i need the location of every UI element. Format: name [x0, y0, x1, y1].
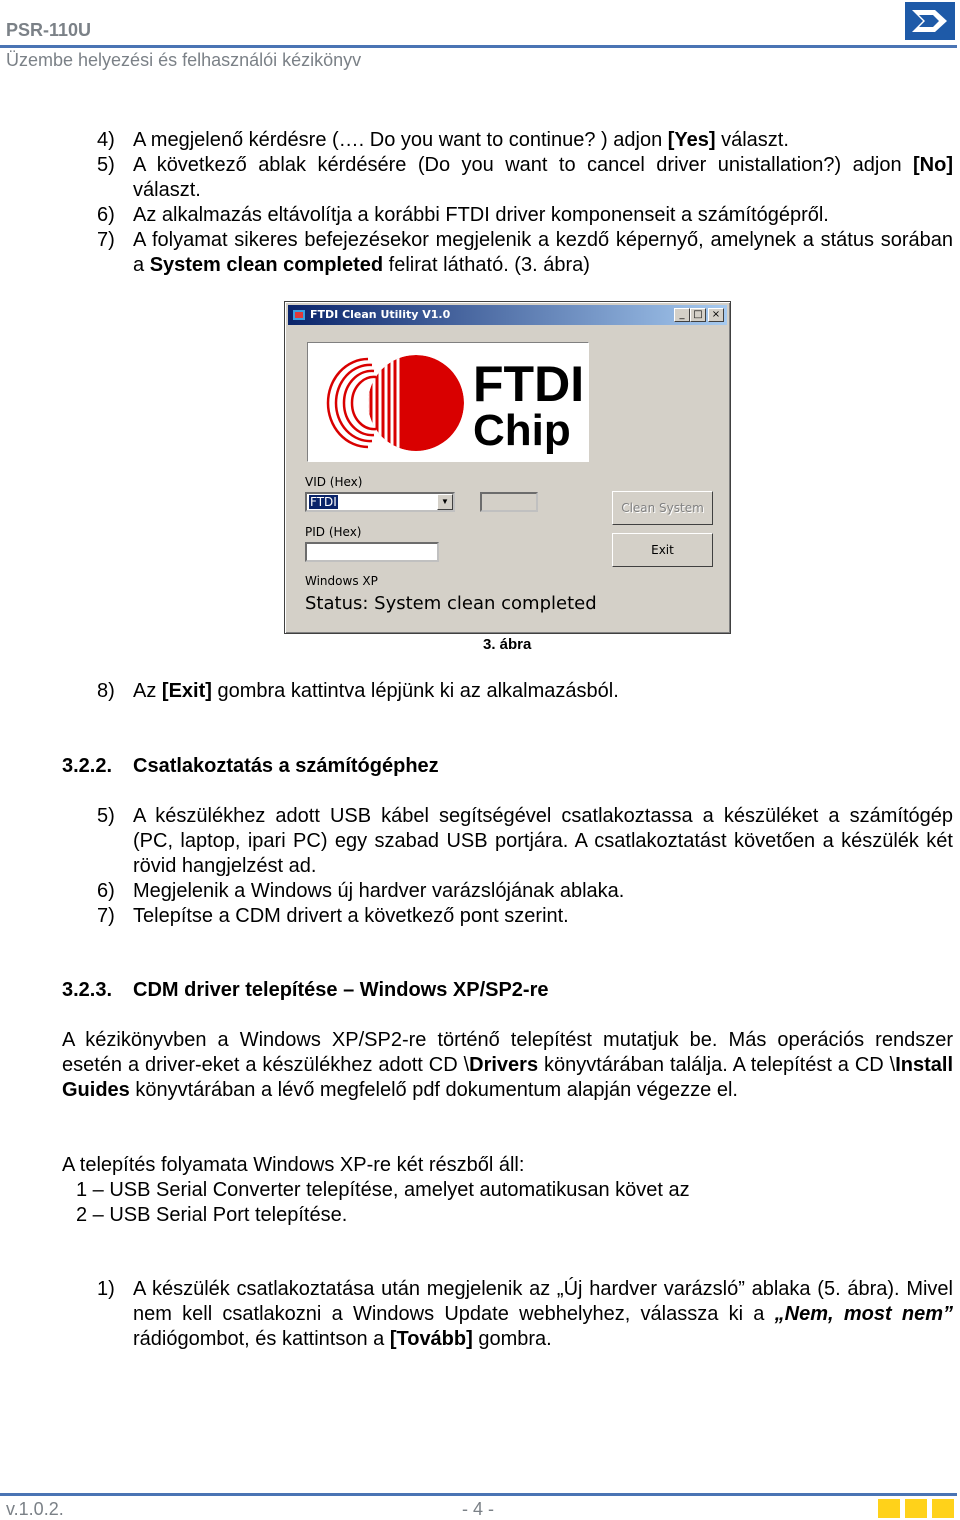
- list-item: A következő ablak kérdésére (Do you want to cancel driver unistallation?) adjon [No] választ.: [133, 154, 953, 201]
- status-text: Status: System clean completed: [305, 593, 597, 614]
- paragraph: A kézikönyvben a Windows XP/SP2-re történő telepítést mutatjuk be. Más operációs rendszer esetén a driver-eket a készülékhez adott CD \Drivers könyvtárában találja. A telepítést a CD \Install Guides könyvtárában a lévő megfelelő pdf dokumentum alapján végezze el.: [62, 1029, 953, 1101]
- list-item-number: 5): [97, 154, 115, 176]
- list-item-number: 6): [97, 880, 115, 902]
- list-item-number: 7): [97, 229, 115, 251]
- page-number: - 4 -: [462, 1499, 495, 1519]
- logo-ftdi-text: FTDI: [473, 356, 585, 412]
- ftdi-logo-graphic: [308, 343, 588, 461]
- pid-input[interactable]: [305, 542, 439, 562]
- vid-value: FTDI: [310, 495, 337, 509]
- vid-secondary-field: [480, 492, 538, 512]
- list-item: Telepítse a CDM drivert a következő pont szerint.: [133, 905, 569, 927]
- section-number: 3.2.2.: [62, 755, 113, 777]
- list-item: Megjelenik a Windows új hardver varázslójának ablaka.: [133, 880, 625, 902]
- version-label: v.1.0.2.: [6, 1499, 64, 1519]
- list-item-number: 1): [97, 1278, 115, 1300]
- footer-square-decoration: [932, 1499, 954, 1518]
- logo-chip-text: Chip: [473, 406, 571, 455]
- document-title: PSR-110U: [6, 20, 92, 40]
- company-logo-icon: [905, 2, 955, 40]
- os-label: Windows XP: [305, 574, 378, 588]
- app-icon: [292, 308, 306, 322]
- close-button[interactable]: ×: [708, 308, 724, 322]
- list-item-number: 5): [97, 805, 115, 827]
- ftdi-clean-utility-window: [284, 301, 731, 634]
- vid-combobox[interactable]: [305, 492, 455, 512]
- section-title: CDM driver telepítése – Windows XP/SP2-re: [133, 979, 549, 1001]
- list-item-number: 8): [97, 680, 115, 702]
- window-titlebar: [288, 305, 727, 325]
- section-number: 3.2.3.: [62, 979, 113, 1001]
- section-title: Csatlakoztatás a számítógéphez: [133, 755, 439, 777]
- paragraph: A telepítés folyamata Windows XP-re két részből áll:: [62, 1154, 525, 1176]
- list-item: 2 – USB Serial Port telepítése.: [76, 1204, 348, 1226]
- header-rule: [0, 45, 957, 48]
- list-item-number: 6): [97, 204, 115, 226]
- list-item-number: 4): [97, 129, 115, 151]
- list-item: A készülékhez adott USB kábel segítségével csatlakoztassa a készüléket a számítógép (PC, laptop, ipari PC) egy szabad USB portjára. A csatlakoztatást követően a készülék két rövid hangjelzést ad.: [133, 805, 953, 877]
- exit-button[interactable]: Exit: [612, 533, 713, 567]
- maximize-button[interactable]: □: [690, 308, 706, 322]
- list-item-number: 7): [97, 905, 115, 927]
- minimize-button[interactable]: _: [674, 308, 690, 322]
- list-item: A készülék csatlakoztatása után megjelenik az „Új hardver varázsló” ablaka (5. ábra). Mivel nem kell csatlakozni a Windows Update webhelyhez, válassza ki a „Nem, most nem” rádiógombot, és kattintson a [Tovább] gombra.: [133, 1278, 953, 1350]
- pid-label: PID (Hex): [305, 525, 362, 539]
- window-title: FTDI Clean Utility V1.0: [310, 308, 451, 321]
- vid-label: VID (Hex): [305, 475, 363, 489]
- list-item: A folyamat sikeres befejezésekor megjelenik a kezdő képernyő, amelynek a státus sorában a System clean completed felirat látható. (3. ábra): [133, 229, 953, 276]
- figure-caption: 3. ábra: [483, 636, 532, 653]
- list-item: 1 – USB Serial Converter telepítése, amelyet automatikusan követ az: [76, 1179, 690, 1201]
- footer-square-decoration: [905, 1499, 927, 1518]
- list-item: Az alkalmazás eltávolítja a korábbi FTDI driver komponenseit a számítógépről.: [133, 204, 829, 226]
- list-item: A megjelenő kérdésre (…. Do you want to continue? ) adjon [Yes] választ.: [133, 129, 789, 151]
- clean-system-button[interactable]: Clean System: [612, 491, 713, 525]
- document-subtitle: Üzembe helyezési és felhasználói kézikönyv: [6, 50, 362, 70]
- footer-rule: [0, 1493, 957, 1496]
- chevron-down-icon[interactable]: ▼: [437, 494, 453, 510]
- list-item: Az [Exit] gombra kattintva lépjünk ki az alkalmazásból.: [133, 680, 619, 702]
- ftdi-chip-logo: [307, 342, 589, 462]
- footer-square-decoration: [878, 1499, 900, 1518]
